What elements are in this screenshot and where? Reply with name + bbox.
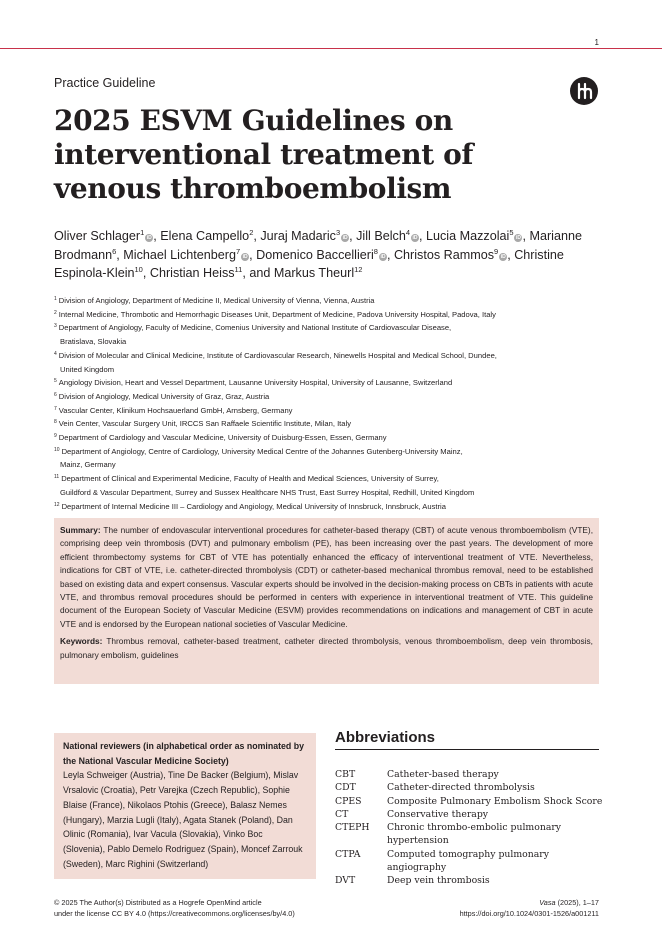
author-name: Christos Rammos <box>393 247 495 262</box>
journal-name: Vasa <box>539 898 556 907</box>
affiliation-line <box>54 335 614 349</box>
abbreviation-term: DVT <box>335 875 356 887</box>
header-rule <box>0 48 662 49</box>
author-affiliation-number: 11 <box>234 265 243 274</box>
abbreviation-definition: Catheter-directed thrombolysis <box>387 782 535 794</box>
affiliation-line <box>54 308 614 322</box>
summary-paragraph <box>60 524 593 631</box>
citation-footer <box>460 897 599 920</box>
abbreviation-term: CBT <box>335 769 356 780</box>
author-separator: , <box>116 247 124 262</box>
orcid-icon[interactable]: iD <box>242 253 248 260</box>
affiliation-text: Division of Molecular and Clinical Medicine, Institute of Cardiovascular Research, Ninewells Hospital and Medical School, Dundee, <box>58 350 497 360</box>
author-name: Michael Lichtenberg <box>123 247 236 262</box>
affiliation-text: Vascular Center, Klinikum Hochsauerland GmbH, Arnsberg, Germany <box>58 405 293 415</box>
author-affiliation-number: 8 <box>373 246 378 256</box>
abbreviation-term: CTEPH <box>335 822 370 834</box>
affiliation-line <box>54 363 614 377</box>
affiliation-number: 7 <box>54 405 57 412</box>
affiliation-text: United Kingdom <box>60 364 115 374</box>
national-reviewers-box <box>54 733 316 879</box>
author-name: Christian Heiss <box>149 266 235 280</box>
affiliation-number: 5 <box>54 378 57 385</box>
affiliation-text: Division of Angiology, Medical University of Graz, Graz, Austria <box>58 391 270 401</box>
affiliation-line <box>54 500 614 514</box>
author-separator: , <box>386 247 394 262</box>
affiliation-text: Angiology Division, Heart and Vessel Department, Lausanne University Hospital, University of Lausanne, Switzerland <box>58 378 453 388</box>
abbreviation-row <box>335 821 605 848</box>
author-affiliation-number: 7 <box>236 246 241 256</box>
keywords-label: Keywords: <box>60 636 103 647</box>
author-affiliation-number: 9 <box>494 246 499 256</box>
affiliation-number: 4 <box>54 350 57 357</box>
author-separator: , <box>522 229 530 243</box>
copyright-line: © 2025 The Author(s) Distributed as a Hogrefe OpenMind article <box>54 898 262 907</box>
orcid-icon[interactable]: iD <box>500 253 506 260</box>
license-line: under the license CC BY 4.0 (https://creativecommons.org/licenses/by/4.0) <box>54 909 295 919</box>
author-name: Marianne Brodmann <box>54 229 582 262</box>
affiliation-text: Mainz, Germany <box>60 460 116 470</box>
affiliation-line <box>54 417 614 431</box>
affiliation-number: 1 <box>54 296 57 302</box>
affiliation-number: 3 <box>54 323 57 330</box>
abbreviation-definition: Computed tomography pulmonary angiography <box>387 848 549 874</box>
author-separator: , <box>253 229 261 243</box>
author-affiliation-number: 4 <box>405 228 410 237</box>
author-name: Oliver Schlager <box>54 229 141 243</box>
abbreviation-row <box>335 781 605 794</box>
affiliation-number: 8 <box>54 419 57 426</box>
copyright-footer <box>54 897 295 920</box>
affiliation-number: 2 <box>54 309 57 316</box>
citation-volume: (2025), 1–17 <box>555 898 599 907</box>
affiliation-text: Bratislava, Slovakia <box>60 337 127 347</box>
affiliation-number: 6 <box>54 391 57 398</box>
affiliation-line <box>54 445 614 459</box>
author-affiliation-number: 12 <box>354 265 363 274</box>
doi-link[interactable]: https://doi.org/10.1024/0301-1526/a001211 <box>459 909 599 919</box>
orcid-icon[interactable]: iD <box>146 235 152 241</box>
summary-label: Summary: <box>60 525 101 535</box>
abbreviations-list <box>335 768 605 888</box>
article-type: Practice Guideline <box>54 76 156 90</box>
affiliation-text: Department of Clinical and Experimental Medicine, Faculty of Health and Medical Sciences, University of Surrey, <box>61 474 439 484</box>
author-separator: , <box>249 247 257 262</box>
affiliation-line <box>54 404 614 418</box>
abbreviation-row <box>335 768 605 781</box>
author-affiliation-number: 2 <box>249 228 254 237</box>
orcid-icon[interactable]: iD <box>380 253 386 260</box>
orcid-icon[interactable]: iD <box>342 235 348 241</box>
affiliation-list <box>54 294 614 513</box>
affiliation-line <box>54 486 614 500</box>
author-affiliation-number: 1 <box>140 228 145 237</box>
hogrefe-logo-icon <box>570 77 598 105</box>
abbreviation-definition: Deep vein thrombosis <box>387 875 490 887</box>
affiliation-line <box>54 349 614 363</box>
abbreviation-term: CT <box>335 808 349 820</box>
affiliation-text: Department of Angiology, Centre of Cardiology, University Medical Centre of the Johannes Gutenberg-University Mainz, <box>61 446 463 456</box>
article-title: 2025 ESVM Guidelines on interventional treatment of venous thromboembolism <box>54 104 474 205</box>
page-number: 1 <box>594 38 599 47</box>
author-name: Lucia Mazzolai <box>426 229 510 243</box>
affiliation-number: 9 <box>54 433 57 440</box>
citation-line <box>460 897 599 908</box>
reviewers-text: Leyla Schweiger (Austria), Tine De Backer (Belgium), Mislav Vrsalovic (Croatia), Petr Varejka (Czech Republic), Sophie Blaise (France), Nikolaos Ptohis (Greece), Balasz Nemes (Hungary), Marzia Lugli (Italy), Agata Stanek (Poland), Dan Olinic (Romania), Ivar Vacula (Slovakia), Vinko Boc (Slovenia), Pablo Demelo Rodriguez (Spain), Moncef Zarrouk (Sweden), Marc Righini (Switzerland) <box>63 770 303 869</box>
author-name: Christine Espinola-Klein <box>54 247 564 280</box>
keywords-text: Thrombus removal, catheter-based treatment, catheter directed thrombolysis, venous thromboembolism, deep vein thrombosis, pulmonary embolism, guidelines <box>60 636 593 660</box>
author-separator: , and <box>242 266 274 280</box>
orcid-icon[interactable]: iD <box>515 235 521 241</box>
author-name: Markus Theurl <box>273 266 355 280</box>
affiliation-number: 11 <box>54 474 60 481</box>
abbreviation-term: CDT <box>335 782 356 794</box>
author-list <box>54 227 614 283</box>
author-name: Domenico Baccellieri <box>256 247 374 262</box>
author-name: Elena Campello <box>160 229 250 243</box>
abbreviation-row <box>335 808 605 821</box>
author-separator: , <box>153 229 161 243</box>
keywords-paragraph <box>60 635 593 662</box>
abbreviation-row <box>335 848 605 875</box>
author-separator: , <box>142 266 150 280</box>
abbreviations-title: Abbreviations <box>335 729 436 746</box>
author-name: Jill Belch <box>356 229 406 243</box>
author-affiliation-number: 10 <box>134 265 143 274</box>
abbreviation-term: CPES <box>335 795 362 807</box>
abbreviation-row <box>335 874 605 887</box>
author-separator: , <box>507 247 515 262</box>
affiliation-line <box>54 472 614 486</box>
author-separator: , <box>419 229 426 243</box>
author-affiliation-number: 6 <box>112 246 117 256</box>
author-separator: , <box>349 229 357 243</box>
orcid-icon[interactable]: iD <box>412 235 418 241</box>
abbreviation-term: CTPA <box>335 848 361 860</box>
abbreviation-row <box>335 795 605 808</box>
affiliation-text: Department of Internal Medicine III – Cardiology and Angiology, Medical University of Innsbruck, Innsbruck, Austria <box>61 501 446 511</box>
author-affiliation-number: 3 <box>335 228 341 237</box>
affiliation-text: Division of Angiology, Department of Medicine II, Medical University of Vienna, Vienna, Austria <box>58 296 375 305</box>
affiliation-line <box>54 321 614 335</box>
author-name: Juraj Madaric <box>260 229 336 243</box>
affiliation-text: Vein Center, Vascular Surgery Unit, IRCCS San Raffaele Scientific Institute, Milan, Italy <box>58 419 351 429</box>
summary-box <box>54 518 599 684</box>
abbreviation-definition: Catheter-based therapy <box>387 769 499 780</box>
affiliation-line <box>54 390 614 404</box>
summary-text: The number of endovascular interventional procedures for catheter-based therapy (CBT) of acute venous thromboembolism (VTE), comprising deep vein thrombosis (DVT) and pulmonary embolism (PE), has been increasing over the past years. The development of more efficient thrombectomy systems for CBT of VTE has potentially enhanced the efficacy of interventional treatment of VTE. Nevertheless, indications for CBT of VTE, i.e. catheter-directed thrombolysis (CDT) or catheter-based mechanical thrombus removal, need to be established based on existing data and expert consensus. Vascular experts should be involved in the decision-making process on CBTs in patients with acute VTE, and thrombus removal procedures should be performed in centers with experience in interventional treatment of VTE. This guideline document of the European Society of Vascular Medicine (ESVM) provides recommendations on indications and management of CBT in acute VTE and is endorsed by the European national societies of Vascular Medicine. <box>60 525 593 629</box>
affiliation-line <box>54 458 614 472</box>
abbreviations-rule <box>335 749 599 750</box>
abbreviation-definition: Conservative therapy <box>387 808 489 820</box>
abbreviation-definition: Chronic thrombo-embolic pulmonary hypertension <box>387 822 562 847</box>
affiliation-line <box>54 431 614 445</box>
affiliation-line <box>54 294 614 308</box>
affiliation-number: 12 <box>54 501 60 508</box>
affiliation-number: 10 <box>54 446 60 453</box>
affiliation-line <box>54 376 614 390</box>
affiliation-text: Department of Angiology, Faculty of Medicine, Comenius University and National Institute of Cardiovascular Disease, <box>58 323 452 333</box>
reviewers-heading: National reviewers (in alphabetical order as nominated by the National Vascular Medicine Society) <box>63 741 305 766</box>
abbreviation-definition: Composite Pulmonary Embolism Shock Score <box>387 795 603 807</box>
affiliation-text: Guildford & Vascular Department, Surrey and Sussex Healthcare NHS Trust, East Surrey Hospital, Redhill, United Kingdom <box>60 487 475 497</box>
author-affiliation-number: 5 <box>509 228 514 237</box>
affiliation-text: Department of Cardiology and Vascular Medicine, University of Duisburg-Essen, Essen, Germany <box>58 433 387 443</box>
affiliation-text: Internal Medicine, Thrombotic and Hemorrhagic Diseases Unit, Department of Medicine, Padova University Hospital, Padova, Italy <box>58 309 496 319</box>
